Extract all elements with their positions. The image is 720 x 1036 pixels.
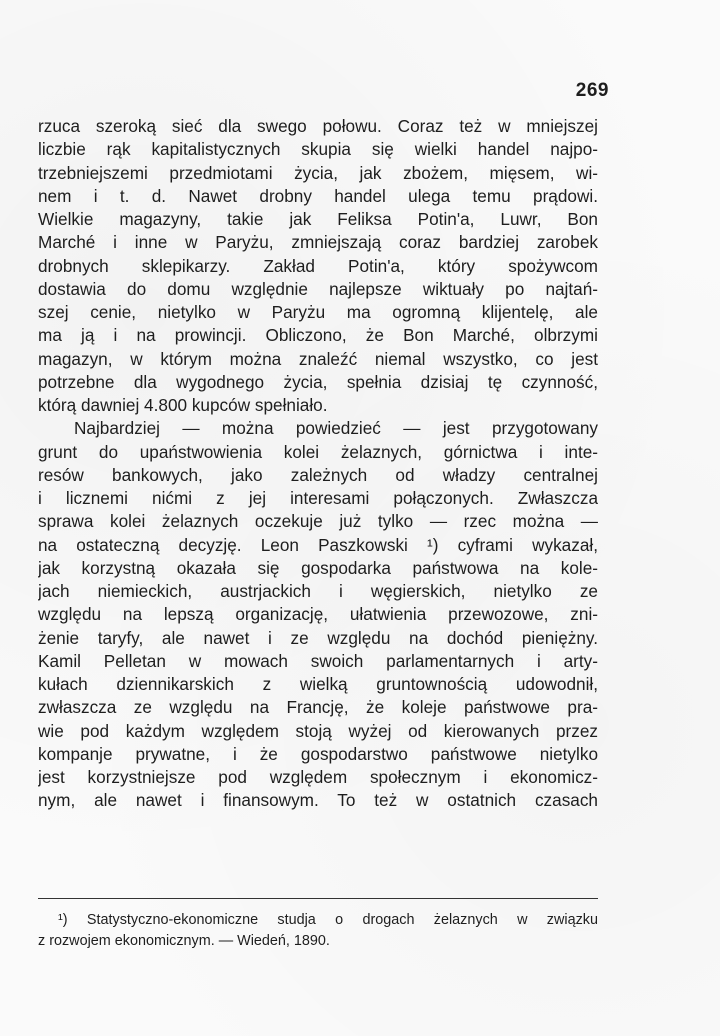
footnote-line: ¹) Statystyczno-ekonomiczne studja o drogach żelaznych w związku	[58, 912, 598, 928]
text-line: jach niemieckich, austrjackich i węgierskich, nietylko ze	[38, 581, 598, 601]
text-line: trzebniejszemi przedmiotami życia, jak zbożem, mięsem, wi-	[38, 162, 598, 183]
text-line: Marché i inne w Paryżu, zmniejszają coraz bardziej zarobek	[38, 232, 598, 253]
text-line: rzuca szeroką sieć dla swego połowu. Coraz też w mniejszej	[38, 116, 598, 136]
text-line: jest korzystniejsze pod względem społecznym i ekonomicz-	[38, 767, 598, 787]
text-line: kułach dziennikarskich z wielką gruntownością udowodnił,	[38, 674, 598, 694]
text-line: i licznemi nićmi z jej interesami połączonych. Zwłaszcza	[38, 488, 598, 508]
text-line: potrzebne dla wygodnego życia, spełnia dzisiaj tę czynność,	[38, 371, 598, 392]
text-line: Wielkie magazyny, takie jak Feliksa Potin'a, Luwr, Bon	[38, 209, 598, 229]
text-line: jak korzystną okazała się gospodarka państwowa na kole-	[38, 557, 598, 578]
text-line: liczbie rąk kapitalistycznych skupia się wielki handel najpo-	[38, 139, 598, 160]
body-text	[38, 115, 598, 813]
text-line: drobnych sklepikarzy. Zakład Potin'a, który spożywcom	[38, 255, 598, 276]
text-line: wie pod każdym względem stoją wyżej od kierowanych przez	[38, 720, 598, 741]
text-line: Kamil Pelletan w mowach swoich parlamentarnych i arty-	[38, 650, 598, 671]
page-number: 269	[575, 80, 609, 101]
text-line: sprawa kolei żelaznych oczekuje już tylko — rzec można —	[38, 511, 598, 532]
text-line: względu na lepszą organizację, ułatwienia przewozowe, zni-	[38, 604, 598, 625]
text-line: szej cenie, nietylko w Paryżu ma ogromną klijentelę, ale	[38, 302, 598, 322]
text-line: grunt do upaństwowienia kolei żelaznych, górnictwa i inte-	[38, 441, 598, 462]
text-line: nem i t. d. Nawet drobny handel ulega temu prądowi.	[38, 185, 598, 206]
paragraph-start-line: Najbardziej — można powiedzieć — jest przygotowany	[74, 418, 598, 439]
footnote-divider	[38, 898, 598, 899]
footnote-line: z rozwojem ekonomicznym. — Wiedeń, 1890.	[38, 933, 330, 949]
text-line: nym, ale nawet i finansowym. To też w ostatnich czasach	[38, 790, 598, 811]
paragraph-end-line: którą dawniej 4.800 kupców spełniało.	[38, 395, 328, 415]
text-line: na ostateczną decyzję. Leon Paszkowski ¹) cyframi wykazał,	[38, 534, 598, 555]
text-line: resów bankowych, jako zależnych od władzy centralnej	[38, 464, 598, 485]
text-line: ma ją i na prowincji. Obliczono, że Bon Marché, olbrzymi	[38, 325, 598, 346]
text-line: magazyn, w którym można znaleźć niemal wszystko, co jest	[38, 348, 598, 369]
text-line: zwłaszcza ze względu na Francję, że koleje państwowe pra-	[38, 697, 598, 718]
footnotes	[38, 910, 598, 952]
text-line: żenie taryfy, ale nawet i ze względu na dochód pieniężny.	[38, 627, 598, 648]
text-line: kompanje prywatne, i że gospodarstwo państwowe nietylko	[38, 743, 598, 764]
text-line: dostawia do domu względnie najlepsze wiktuały po najtań-	[38, 278, 598, 299]
